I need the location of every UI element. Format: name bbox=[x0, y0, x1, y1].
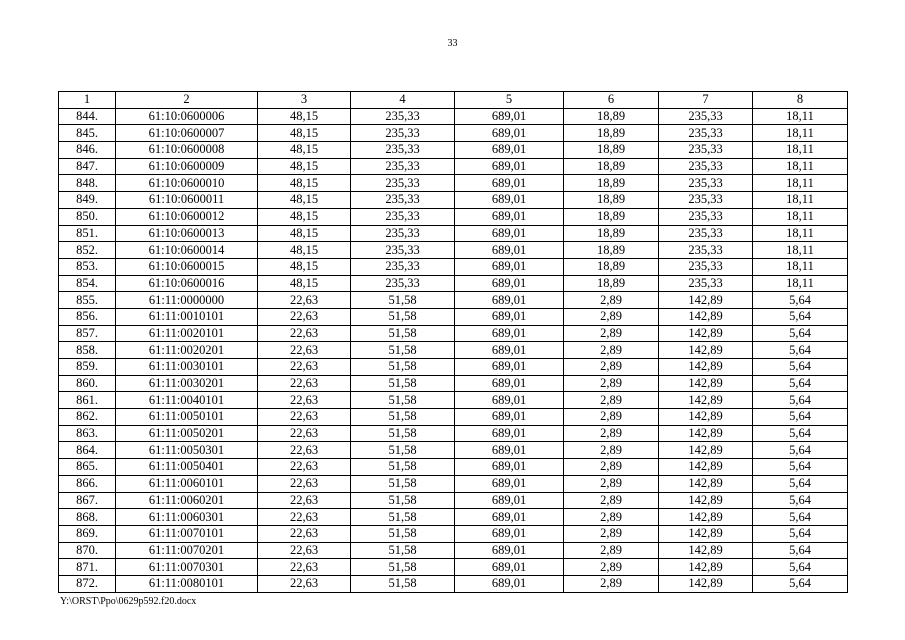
table-cell: 61:10:0600010 bbox=[116, 175, 258, 192]
table-row bbox=[59, 325, 848, 342]
table-cell: 48,15 bbox=[258, 192, 351, 209]
table-cell: 18,11 bbox=[753, 175, 848, 192]
table-cell: 852. bbox=[59, 242, 116, 259]
table-cell: 61:10:0600016 bbox=[116, 275, 258, 292]
table-cell: 2,89 bbox=[564, 575, 659, 592]
table-cell: 235,33 bbox=[351, 108, 455, 125]
table-cell: 2,89 bbox=[564, 525, 659, 542]
table-cell: 235,33 bbox=[659, 158, 753, 175]
table-cell: 2,89 bbox=[564, 325, 659, 342]
table-cell: 61:11:0060301 bbox=[116, 509, 258, 526]
table-cell: 18,11 bbox=[753, 208, 848, 225]
table-row bbox=[59, 242, 848, 259]
table-cell: 2,89 bbox=[564, 542, 659, 559]
table-cell: 689,01 bbox=[455, 208, 564, 225]
table-cell: 689,01 bbox=[455, 509, 564, 526]
table-cell: 51,58 bbox=[351, 459, 455, 476]
table-cell: 2,89 bbox=[564, 308, 659, 325]
table-cell: 689,01 bbox=[455, 575, 564, 592]
table-cell: 847. bbox=[59, 158, 116, 175]
table-cell: 18,89 bbox=[564, 208, 659, 225]
table-cell: 22,63 bbox=[258, 308, 351, 325]
table-cell: 142,89 bbox=[659, 492, 753, 509]
table-cell: 2,89 bbox=[564, 509, 659, 526]
table-cell: 5,64 bbox=[753, 342, 848, 359]
table-cell: 2,89 bbox=[564, 409, 659, 426]
table-cell: 689,01 bbox=[455, 525, 564, 542]
table-cell: 142,89 bbox=[659, 359, 753, 376]
table-cell: 235,33 bbox=[351, 258, 455, 275]
table-cell: 846. bbox=[59, 142, 116, 159]
table-cell: 51,58 bbox=[351, 292, 455, 309]
table-cell: 689,01 bbox=[455, 442, 564, 459]
table-row bbox=[59, 475, 848, 492]
table-row bbox=[59, 125, 848, 142]
table-cell: 142,89 bbox=[659, 392, 753, 409]
table-cell: 61:11:0080101 bbox=[116, 575, 258, 592]
table-cell: 2,89 bbox=[564, 292, 659, 309]
table-cell: 18,89 bbox=[564, 275, 659, 292]
table-cell: 51,58 bbox=[351, 325, 455, 342]
table-cell: 22,63 bbox=[258, 575, 351, 592]
table-cell: 51,58 bbox=[351, 425, 455, 442]
table-row bbox=[59, 525, 848, 542]
table-cell: 18,89 bbox=[564, 242, 659, 259]
column-header-5: 5 bbox=[455, 92, 564, 109]
table-cell: 689,01 bbox=[455, 108, 564, 125]
table-cell: 18,11 bbox=[753, 258, 848, 275]
table-cell: 142,89 bbox=[659, 409, 753, 426]
table-cell: 61:11:0070201 bbox=[116, 542, 258, 559]
table-cell: 689,01 bbox=[455, 359, 564, 376]
table-row bbox=[59, 192, 848, 209]
column-header-8: 8 bbox=[753, 92, 848, 109]
table-cell: 235,33 bbox=[351, 158, 455, 175]
table-cell: 22,63 bbox=[258, 559, 351, 576]
table-cell: 689,01 bbox=[455, 542, 564, 559]
table-row bbox=[59, 158, 848, 175]
table-row bbox=[59, 108, 848, 125]
table-cell: 235,33 bbox=[351, 142, 455, 159]
table-cell: 18,89 bbox=[564, 175, 659, 192]
table-cell: 18,89 bbox=[564, 142, 659, 159]
table-cell: 61:11:0050301 bbox=[116, 442, 258, 459]
table-cell: 61:10:0600011 bbox=[116, 192, 258, 209]
table-cell: 235,33 bbox=[659, 225, 753, 242]
table-cell: 689,01 bbox=[455, 492, 564, 509]
table-cell: 22,63 bbox=[258, 459, 351, 476]
table-cell: 235,33 bbox=[351, 225, 455, 242]
table-cell: 865. bbox=[59, 459, 116, 476]
table-row bbox=[59, 142, 848, 159]
table-cell: 5,64 bbox=[753, 425, 848, 442]
table-cell: 51,58 bbox=[351, 575, 455, 592]
table-cell: 61:11:0020201 bbox=[116, 342, 258, 359]
table-cell: 51,58 bbox=[351, 375, 455, 392]
table-cell: 862. bbox=[59, 409, 116, 426]
table-cell: 18,89 bbox=[564, 125, 659, 142]
table-cell: 18,89 bbox=[564, 108, 659, 125]
table-cell: 18,89 bbox=[564, 192, 659, 209]
table-cell: 689,01 bbox=[455, 242, 564, 259]
table-cell: 868. bbox=[59, 509, 116, 526]
table-cell: 48,15 bbox=[258, 225, 351, 242]
table-cell: 61:11:0050401 bbox=[116, 459, 258, 476]
table-cell: 871. bbox=[59, 559, 116, 576]
table-cell: 18,89 bbox=[564, 225, 659, 242]
table-cell: 5,64 bbox=[753, 409, 848, 426]
table-cell: 235,33 bbox=[659, 125, 753, 142]
table-cell: 5,64 bbox=[753, 325, 848, 342]
table-cell: 5,64 bbox=[753, 392, 848, 409]
table-cell: 61:10:0600014 bbox=[116, 242, 258, 259]
table-cell: 18,11 bbox=[753, 242, 848, 259]
table-cell: 142,89 bbox=[659, 308, 753, 325]
table-row bbox=[59, 275, 848, 292]
table-cell: 61:11:0030101 bbox=[116, 359, 258, 376]
table-cell: 51,58 bbox=[351, 392, 455, 409]
table-cell: 142,89 bbox=[659, 559, 753, 576]
table-cell: 689,01 bbox=[455, 192, 564, 209]
column-header-4: 4 bbox=[351, 92, 455, 109]
table-cell: 860. bbox=[59, 375, 116, 392]
table-cell: 51,58 bbox=[351, 442, 455, 459]
table-cell: 854. bbox=[59, 275, 116, 292]
table-cell: 18,11 bbox=[753, 225, 848, 242]
table-cell: 867. bbox=[59, 492, 116, 509]
table-row bbox=[59, 359, 848, 376]
page-number: 33 bbox=[447, 38, 458, 49]
table-cell: 235,33 bbox=[351, 125, 455, 142]
table-row bbox=[59, 509, 848, 526]
table-row bbox=[59, 292, 848, 309]
table-cell: 51,58 bbox=[351, 525, 455, 542]
table-cell: 689,01 bbox=[455, 392, 564, 409]
table-cell: 142,89 bbox=[659, 442, 753, 459]
table-cell: 18,11 bbox=[753, 142, 848, 159]
table-row bbox=[59, 559, 848, 576]
table-cell: 5,64 bbox=[753, 475, 848, 492]
table-cell: 48,15 bbox=[258, 125, 351, 142]
table-cell: 5,64 bbox=[753, 525, 848, 542]
table-cell: 5,64 bbox=[753, 509, 848, 526]
table-cell: 689,01 bbox=[455, 275, 564, 292]
table-cell: 61:10:0600009 bbox=[116, 158, 258, 175]
table-cell: 2,89 bbox=[564, 392, 659, 409]
table-cell: 22,63 bbox=[258, 542, 351, 559]
table-cell: 51,58 bbox=[351, 509, 455, 526]
table-row bbox=[59, 208, 848, 225]
table-cell: 235,33 bbox=[351, 208, 455, 225]
table-cell: 22,63 bbox=[258, 359, 351, 376]
table-cell: 142,89 bbox=[659, 575, 753, 592]
table-cell: 22,63 bbox=[258, 442, 351, 459]
table-row bbox=[59, 175, 848, 192]
table-cell: 2,89 bbox=[564, 375, 659, 392]
table-cell: 22,63 bbox=[258, 342, 351, 359]
table-cell: 689,01 bbox=[455, 175, 564, 192]
table-cell: 5,64 bbox=[753, 292, 848, 309]
table-cell: 18,11 bbox=[753, 125, 848, 142]
table-cell: 51,58 bbox=[351, 308, 455, 325]
table-cell: 851. bbox=[59, 225, 116, 242]
table-cell: 61:11:0060201 bbox=[116, 492, 258, 509]
table-cell: 18,11 bbox=[753, 108, 848, 125]
table-cell: 18,11 bbox=[753, 275, 848, 292]
table-cell: 61:10:0600013 bbox=[116, 225, 258, 242]
table-cell: 22,63 bbox=[258, 425, 351, 442]
table-cell: 18,89 bbox=[564, 258, 659, 275]
table-cell: 48,15 bbox=[258, 275, 351, 292]
table-cell: 22,63 bbox=[258, 409, 351, 426]
table-cell: 848. bbox=[59, 175, 116, 192]
table-cell: 853. bbox=[59, 258, 116, 275]
table-row bbox=[59, 409, 848, 426]
table-cell: 18,11 bbox=[753, 158, 848, 175]
table-cell: 22,63 bbox=[258, 392, 351, 409]
table-row bbox=[59, 342, 848, 359]
table-cell: 864. bbox=[59, 442, 116, 459]
table-cell: 2,89 bbox=[564, 342, 659, 359]
table-row bbox=[59, 258, 848, 275]
table-cell: 689,01 bbox=[455, 425, 564, 442]
table-cell: 142,89 bbox=[659, 325, 753, 342]
table-header bbox=[59, 92, 848, 109]
table-cell: 51,58 bbox=[351, 542, 455, 559]
table-cell: 5,64 bbox=[753, 308, 848, 325]
table-cell: 142,89 bbox=[659, 525, 753, 542]
table-cell: 142,89 bbox=[659, 509, 753, 526]
table-cell: 51,58 bbox=[351, 359, 455, 376]
table-cell: 48,15 bbox=[258, 142, 351, 159]
table-cell: 235,33 bbox=[659, 192, 753, 209]
table-cell: 863. bbox=[59, 425, 116, 442]
table-cell: 2,89 bbox=[564, 475, 659, 492]
table-cell: 61:11:0060101 bbox=[116, 475, 258, 492]
table-cell: 48,15 bbox=[258, 108, 351, 125]
table-row bbox=[59, 225, 848, 242]
table-cell: 142,89 bbox=[659, 375, 753, 392]
table-cell: 849. bbox=[59, 192, 116, 209]
table-cell: 235,33 bbox=[659, 175, 753, 192]
table-cell: 61:11:0020101 bbox=[116, 325, 258, 342]
column-header-2: 2 bbox=[116, 92, 258, 109]
table-cell: 61:11:0010101 bbox=[116, 308, 258, 325]
table-cell: 142,89 bbox=[659, 342, 753, 359]
table-cell: 857. bbox=[59, 325, 116, 342]
table-body bbox=[59, 108, 848, 592]
table-cell: 5,64 bbox=[753, 559, 848, 576]
table-row bbox=[59, 425, 848, 442]
table-cell: 5,64 bbox=[753, 359, 848, 376]
table-cell: 61:11:0070301 bbox=[116, 559, 258, 576]
table-cell: 235,33 bbox=[659, 258, 753, 275]
table-cell: 61:11:0040101 bbox=[116, 392, 258, 409]
table-cell: 689,01 bbox=[455, 225, 564, 242]
table-cell: 872. bbox=[59, 575, 116, 592]
table-cell: 235,33 bbox=[659, 208, 753, 225]
table-cell: 5,64 bbox=[753, 459, 848, 476]
table-cell: 689,01 bbox=[455, 292, 564, 309]
table-cell: 5,64 bbox=[753, 375, 848, 392]
table-cell: 855. bbox=[59, 292, 116, 309]
table-row bbox=[59, 492, 848, 509]
table-cell: 142,89 bbox=[659, 425, 753, 442]
table-cell: 5,64 bbox=[753, 542, 848, 559]
table-row bbox=[59, 575, 848, 592]
table-cell: 61:10:0600015 bbox=[116, 258, 258, 275]
table-cell: 5,64 bbox=[753, 492, 848, 509]
column-header-3: 3 bbox=[258, 92, 351, 109]
table-cell: 18,89 bbox=[564, 158, 659, 175]
table-cell: 2,89 bbox=[564, 559, 659, 576]
column-header-6: 6 bbox=[564, 92, 659, 109]
table-cell: 856. bbox=[59, 308, 116, 325]
table-cell: 689,01 bbox=[455, 375, 564, 392]
table-cell: 689,01 bbox=[455, 559, 564, 576]
table-cell: 859. bbox=[59, 359, 116, 376]
footer-file-path: Y:\ORST\Ppo\0629p592.f20.docx bbox=[60, 596, 197, 607]
table-cell: 61:10:0600008 bbox=[116, 142, 258, 159]
table-cell: 689,01 bbox=[455, 342, 564, 359]
column-header-1: 1 bbox=[59, 92, 116, 109]
table-cell: 61:11:0050201 bbox=[116, 425, 258, 442]
table-cell: 48,15 bbox=[258, 175, 351, 192]
table-cell: 845. bbox=[59, 125, 116, 142]
table-cell: 61:11:0050101 bbox=[116, 409, 258, 426]
table-row bbox=[59, 375, 848, 392]
table-cell: 22,63 bbox=[258, 292, 351, 309]
table-cell: 861. bbox=[59, 392, 116, 409]
table-cell: 858. bbox=[59, 342, 116, 359]
table-cell: 235,33 bbox=[659, 142, 753, 159]
table-cell: 5,64 bbox=[753, 575, 848, 592]
table-cell: 689,01 bbox=[455, 459, 564, 476]
table-row bbox=[59, 308, 848, 325]
table-cell: 235,33 bbox=[351, 175, 455, 192]
table-cell: 235,33 bbox=[659, 242, 753, 259]
table-cell: 51,58 bbox=[351, 475, 455, 492]
table-cell: 689,01 bbox=[455, 142, 564, 159]
table-row bbox=[59, 459, 848, 476]
table-cell: 61:11:0070101 bbox=[116, 525, 258, 542]
table-cell: 2,89 bbox=[564, 425, 659, 442]
table-cell: 2,89 bbox=[564, 492, 659, 509]
table-cell: 61:10:0600012 bbox=[116, 208, 258, 225]
table-cell: 22,63 bbox=[258, 375, 351, 392]
table-cell: 22,63 bbox=[258, 492, 351, 509]
table-cell: 48,15 bbox=[258, 208, 351, 225]
table-cell: 844. bbox=[59, 108, 116, 125]
column-header-7: 7 bbox=[659, 92, 753, 109]
table-cell: 48,15 bbox=[258, 158, 351, 175]
table-cell: 142,89 bbox=[659, 542, 753, 559]
table-cell: 61:10:0600007 bbox=[116, 125, 258, 142]
table-cell: 689,01 bbox=[455, 125, 564, 142]
table-cell: 689,01 bbox=[455, 258, 564, 275]
table-cell: 689,01 bbox=[455, 409, 564, 426]
table-cell: 142,89 bbox=[659, 475, 753, 492]
table-cell: 689,01 bbox=[455, 475, 564, 492]
table-cell: 866. bbox=[59, 475, 116, 492]
table-cell: 22,63 bbox=[258, 325, 351, 342]
table-cell: 48,15 bbox=[258, 242, 351, 259]
table-cell: 61:11:0030201 bbox=[116, 375, 258, 392]
table-row bbox=[59, 392, 848, 409]
table-cell: 22,63 bbox=[258, 509, 351, 526]
table-cell: 142,89 bbox=[659, 292, 753, 309]
table-cell: 689,01 bbox=[455, 308, 564, 325]
table-cell: 235,33 bbox=[351, 192, 455, 209]
table-cell: 51,58 bbox=[351, 342, 455, 359]
table-cell: 2,89 bbox=[564, 459, 659, 476]
table-cell: 51,58 bbox=[351, 409, 455, 426]
data-table bbox=[58, 91, 848, 593]
table-cell: 142,89 bbox=[659, 459, 753, 476]
table-cell: 689,01 bbox=[455, 325, 564, 342]
table-cell: 22,63 bbox=[258, 475, 351, 492]
table-cell: 235,33 bbox=[659, 275, 753, 292]
table-cell: 689,01 bbox=[455, 158, 564, 175]
table-cell: 870. bbox=[59, 542, 116, 559]
table-cell: 850. bbox=[59, 208, 116, 225]
table-cell: 5,64 bbox=[753, 442, 848, 459]
table-row bbox=[59, 542, 848, 559]
table-cell: 51,58 bbox=[351, 492, 455, 509]
table-cell: 61:10:0600006 bbox=[116, 108, 258, 125]
table-cell: 2,89 bbox=[564, 359, 659, 376]
table-cell: 51,58 bbox=[351, 559, 455, 576]
table-cell: 869. bbox=[59, 525, 116, 542]
table-cell: 18,11 bbox=[753, 192, 848, 209]
table-cell: 61:11:0000000 bbox=[116, 292, 258, 309]
table-cell: 22,63 bbox=[258, 525, 351, 542]
header-row bbox=[59, 92, 848, 109]
table-cell: 235,33 bbox=[659, 108, 753, 125]
table-row bbox=[59, 442, 848, 459]
table-cell: 235,33 bbox=[351, 242, 455, 259]
table-cell: 2,89 bbox=[564, 442, 659, 459]
table-cell: 48,15 bbox=[258, 258, 351, 275]
table-cell: 235,33 bbox=[351, 275, 455, 292]
